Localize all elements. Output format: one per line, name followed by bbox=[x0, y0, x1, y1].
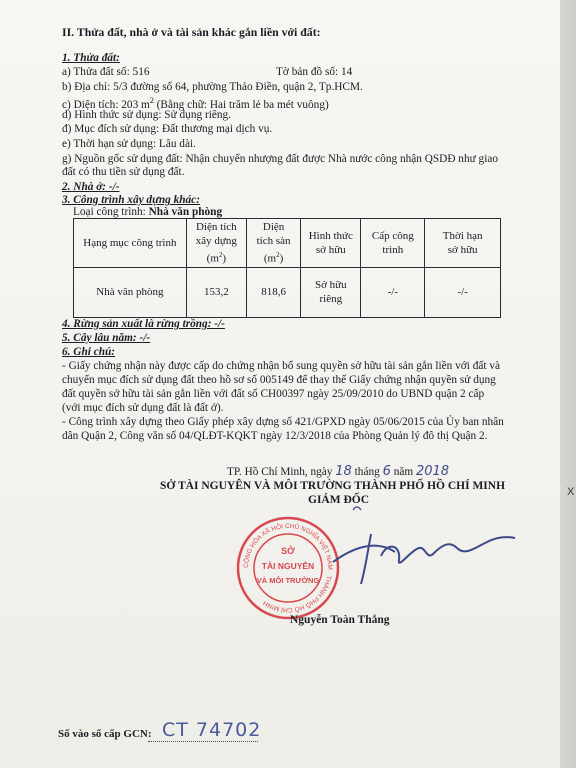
note-line-4: (với mục đích sử dụng đất là đất ở). bbox=[62, 402, 224, 414]
director-signature bbox=[315, 500, 525, 600]
issuing-agency: SỞ TÀI NGUYÊN VÀ MÔI TRƯỜNG THÀNH PHỐ HỒ CHÍ MINH bbox=[160, 480, 506, 492]
edge-mark: X bbox=[567, 486, 575, 498]
forest-line: 4. Rừng sản xuất là rừng trồng: -/- bbox=[62, 318, 225, 330]
table-header-row bbox=[74, 219, 501, 268]
stamp-line-3: VÀ MÔI TRƯỜNG bbox=[256, 576, 320, 585]
works-table bbox=[73, 218, 501, 318]
stamp-line-1: SỞ bbox=[281, 546, 295, 556]
cell-item: Nhà văn phòng bbox=[74, 267, 187, 317]
perennial-line: 5. Cây lâu năm: -/- bbox=[62, 332, 151, 344]
cell-floor-area: 818,6 bbox=[246, 267, 300, 317]
header-floor-area: Diện tích sàn $(m^2)$ bbox=[246, 219, 300, 268]
signer-position: GIÁM ĐỐC bbox=[308, 494, 370, 506]
header-grade: Cấp công trình bbox=[361, 219, 425, 268]
stamp-arc-text: CỘNG HÒA XÃ HỘI CHỦ NGHĨA VIỆT NAM · THÀNH PHỐ HỒ CHÍ MINH bbox=[242, 522, 334, 614]
header-ownership: Hình thức sở hữu bbox=[301, 219, 361, 268]
header-item: Hạng mục công trình bbox=[74, 219, 187, 268]
land-area: c) Diện tích: 203 $m^2$ (Bằng chữ: Hai trăm lẻ ba mét vuông) bbox=[62, 96, 329, 111]
header-built-area: Diện tích xây dựng $(m^2)$ bbox=[186, 219, 246, 268]
house-title: 2. Nhà ở: -/- bbox=[62, 181, 120, 193]
note-line-1: - Giấy chứng nhận này được cấp do chứng nhận bổ sung quyền sở hữu tài sản gắn liền với đất và bbox=[62, 360, 501, 372]
usage-term: e) Thời hạn sử dụng: Lâu dài. bbox=[62, 138, 196, 150]
usage-purpose: đ) Mục đích sử dụng: Đất thương mại dịch vụ. bbox=[62, 123, 273, 135]
notes-title: 6. Ghi chú: bbox=[62, 346, 116, 358]
signer-name: Nguyễn Toàn Thắng bbox=[290, 614, 390, 626]
gcn-label: Số vào sổ cấp GCN: bbox=[58, 728, 152, 740]
note-line-6: dân Quận 2, Công văn số 04/QLĐT-KQKT ngày 12/3/2018 của Phòng Quản lý đô thị Quận 2. bbox=[62, 430, 488, 442]
section-heading: II. Thửa đất, nhà ở và tài sản khác gắn liền với đất: bbox=[62, 25, 321, 39]
map-sheet-number: Tờ bản đồ số: 14 bbox=[276, 66, 353, 78]
works-type: Loại công trình: Nhà văn phòng bbox=[73, 206, 223, 218]
land-title: 1. Thửa đất: bbox=[62, 52, 120, 64]
cell-grade: -/- bbox=[361, 267, 425, 317]
land-origin-line-2: đất có thu tiền sử dụng đất. bbox=[62, 166, 185, 178]
usage-form: d) Hình thức sử dụng: Sử dụng riêng. bbox=[62, 109, 231, 121]
signing-date: TP. Hồ Chí Minh, ngày 18 tháng 6 năm 2018 bbox=[227, 464, 450, 479]
note-line-5: - Công trình xây dựng theo Giấy phép xây dựng số 421/GPXD ngày 05/06/2015 của Ủy ban nhân bbox=[62, 416, 504, 428]
header-term: Thời hạn sở hữu bbox=[425, 219, 501, 268]
stamp-line-2: TÀI NGUYÊN bbox=[261, 561, 315, 571]
cell-term: -/- bbox=[425, 267, 501, 317]
note-line-2: chuyển mục đích sử dụng đất theo hồ sơ số 005149 để thay thế Giấy chứng nhận quyền sử dụng bbox=[62, 374, 496, 386]
note-line-3: đất quyền sở hữu tài sản gắn liền với đất số CH00397 ngày 25/09/2010 do UBND quận 2 cấp bbox=[62, 388, 485, 400]
next-page-edge bbox=[560, 0, 576, 768]
other-works-title: 3. Công trình xây dựng khác: bbox=[62, 194, 200, 206]
gcn-underline bbox=[148, 741, 258, 742]
parcel-number: a) Thửa đất số: 516 bbox=[62, 66, 150, 78]
table-row bbox=[74, 267, 501, 317]
land-address: b) Địa chỉ: 5/3 đường số 64, phường Thảo Điền, quận 2, Tp.HCM. bbox=[62, 81, 363, 93]
gcn-number: CT 74702 bbox=[162, 719, 262, 741]
cell-built-area: 153,2 bbox=[186, 267, 246, 317]
land-origin-line-1: g) Nguồn gốc sử dụng đất: Nhận chuyển nhượng đất được Nhà nước công nhận QSDĐ như giao bbox=[62, 153, 499, 165]
cell-ownership: Sở hữu riêng bbox=[301, 267, 361, 317]
